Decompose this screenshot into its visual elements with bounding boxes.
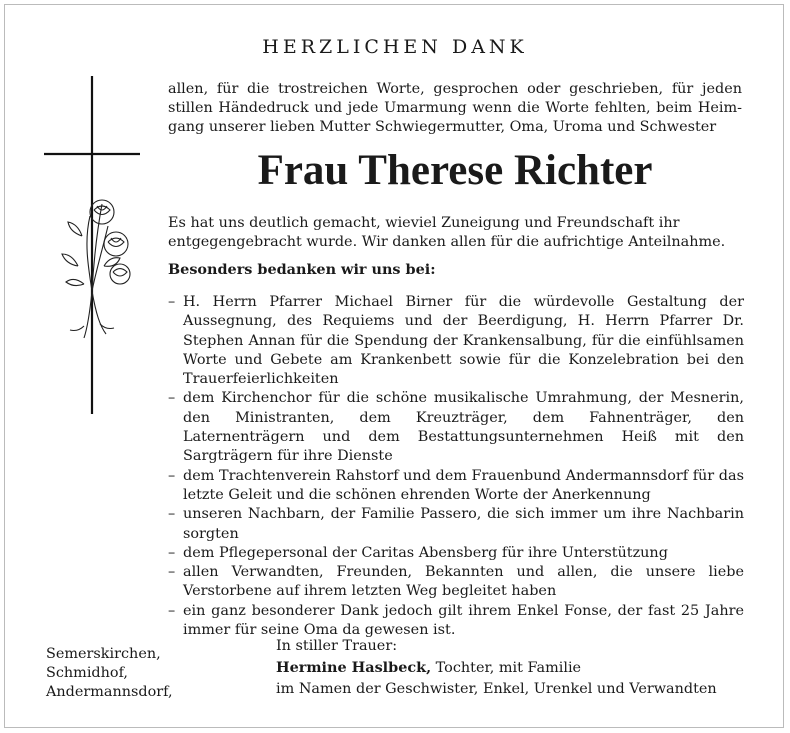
list-dash: – [168, 390, 176, 407]
signature-label: In stiller Trauer: [276, 638, 398, 654]
signature-name: Hermine Haslbeck, [276, 659, 432, 676]
notice-header: HERZLICHEN DANK [262, 36, 528, 58]
list-dash: – [168, 467, 176, 484]
list-dash: – [168, 564, 176, 581]
list-dash: – [168, 506, 176, 523]
list-item-text: unseren Nachbarn, der Familie Passero, die sich immer um ihre Nachbarin sorgten [183, 506, 744, 542]
list-item [168, 389, 744, 466]
list-item-text: allen Verwandten, Freunden, Bekannten und allen, die unsere liebe Verstorbene auf ihrem letzten Weg begleitet haben [183, 564, 744, 600]
special-thanks-heading: Besonders bedanken wir uns bei: [168, 261, 436, 278]
list-item-text: dem Trachtenverein Rahstorf und dem Frauenbund Andermannsdorf für das letzte Geleit und die schönen ehrenden Worte der Anerkennung [183, 467, 744, 503]
intro-text [168, 80, 742, 138]
signature-block [276, 636, 717, 700]
place-name: Andermannsdorf, [46, 684, 173, 700]
list-item-text: ein ganz besonderer Dank jedoch gilt ihrem Enkel Fonse, der fast 25 Jahre immer für seine Oma da gewesen ist. [183, 602, 744, 639]
cross-with-roses-icon [44, 76, 144, 416]
thanks-paragraph: Es hat uns deutlich gemacht, wieviel Zuneigung und Freundschaft ihr entgegengebracht wurde. Wir danken allen für die aufrichtige Anteilnahme. [168, 215, 726, 250]
list-item-text: dem Kirchenchor für die schöne musikalische Umrahmung, der Mesnerin, den Ministranten, dem Kreuzträger, dem Fahnenträger, den Laternenträgern und dem Bestattungsunternehmen Heiß mit den Sargträgern für ihre Dienste [183, 390, 744, 465]
places-block [46, 645, 173, 702]
list-item-text: H. Herrn Pfarrer Michael Birner für die würdevolle Gestaltung der Aussegnung, des Requiems und der Beerdigung, H. Herrn Pfarrer Dr. Stephen Annan für die Spendung der Krankensalbung, für die einfühlsamen Worte und Gebete am Krankenbett sowie für die Konzelebration bei den Trauerfeierlichkeiten [183, 294, 744, 388]
special-thanks-list [168, 293, 744, 640]
deceased-name: Frau Therese Richter [257, 147, 653, 194]
list-item [168, 293, 744, 389]
signature-line-2: im Namen der Geschwister, Enkel, Urenkel und Verwandten [276, 681, 717, 697]
list-dash: – [168, 602, 176, 619]
intro-line: allen, für die trostreichen Worte, gesprochen oder geschrieben, für jeden [168, 81, 742, 97]
list-item-text: dem Pflegepersonal der Caritas Abensberg für ihre Unterstützung [183, 544, 668, 561]
list-dash: – [168, 544, 176, 561]
signature-line-1 [276, 657, 717, 679]
list-dash: – [168, 294, 176, 310]
signature-relation: Tochter, mit Familie [431, 660, 582, 676]
place-name: Semerskirchen, [46, 646, 161, 662]
place-name: Schmidhof, [46, 665, 128, 681]
intro-line: stillen Händedruck und jede Umarmung wenn die Worte fehlten, beim Heim- [168, 100, 742, 117]
list-item [168, 505, 744, 544]
list-item [168, 602, 744, 641]
intro-line: gang unserer lieben Mutter Schwiegermutter, Oma, Uroma und Schwester [168, 119, 717, 136]
list-item [168, 544, 744, 563]
list-item [168, 563, 744, 602]
list-item [168, 467, 744, 506]
